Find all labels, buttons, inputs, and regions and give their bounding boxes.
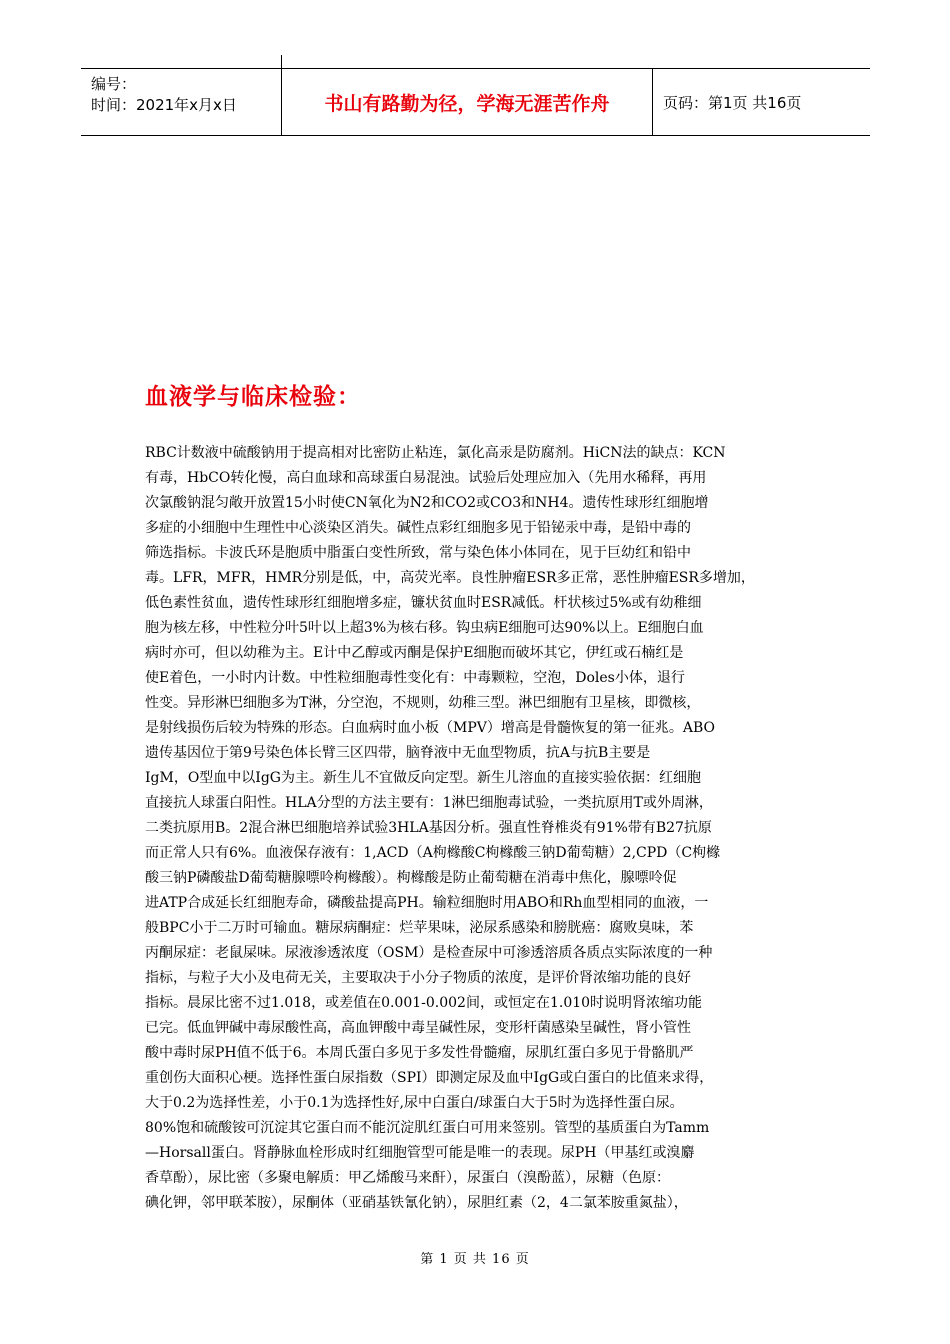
body-line: 碘化钾，邻甲联苯胺），尿酮体（亚硝基铁氰化钠），尿胆红素（2，4二氯苯胺重氮盐），: [145, 1195, 688, 1211]
header-meta: [81, 55, 282, 135]
body-line: 毒。LFR，MFR，HMR分别是低，中，高荧光率。良性肿瘤ESR多正常，恶性肿瘤ESR多增加，: [145, 570, 755, 586]
body-line: 重创伤大面积心梗。选择性蛋白尿指数（SPI）即测定尿及血中IgG或白蛋白的比值来求得，: [145, 1070, 714, 1086]
body-line: 低色素性贫血，遗传性球形红细胞增多症，镰状贫血时ESR减低。杆状核过5%或有幼稚细: [145, 595, 702, 611]
body-line: 二类抗原用B。2混合淋巴细胞培养试验3HLA基因分析。强直性脊椎炎有91%带有B27抗原: [145, 820, 712, 836]
body-line: 病时亦可，但以幼稚为主。E计中乙醇或丙酮是保护E细胞而破坏其它，伊红或石楠红是: [145, 645, 684, 661]
body-line: 胞为核左移，中性粒分叶5叶以上超3%为核右移。钩虫病E细胞可达90%以上。E细胞白血: [145, 620, 704, 636]
body-line: 使E着色，一小时内计数。中性粒细胞毒性变化有：中毒颗粒，空泡，Doles小体，退行: [145, 670, 685, 686]
body-line: 筛选指标。卡波氏环是胞质中脂蛋白变性所致，常与染色体小体同在，见于巨幼红和铅中: [145, 545, 691, 561]
body-line: 大于0.2为选择性差，小于0.1为选择性好,尿中白蛋白/球蛋白大于5时为选择性蛋白尿。: [145, 1095, 684, 1111]
body-line: 是射线损伤后较为特殊的形态。白血病时血小板（MPV）增高是骨髓恢复的第一征兆。ABO: [145, 720, 715, 736]
body-line: IgM，O型血中以IgG为主。新生儿不宜做反向定型。新生儿溶血的直接实验依据：红细胞: [145, 770, 701, 786]
body-line: 性变。异形淋巴细胞多为T淋，分空泡，不规则，幼稚三型。淋巴细胞有卫星核，即微核，: [145, 695, 701, 711]
body-line: —Horsall蛋白。肾静脉血栓形成时红细胞管型可能是唯一的表现。尿PH（甲基红或溴麝: [145, 1145, 695, 1161]
header-page-info: 页码：第1页 共16页: [663, 93, 802, 112]
body-text: [145, 441, 828, 1216]
header-motto: 书山有路勤为径，学海无涯苦作舟: [282, 69, 653, 135]
body-line: 香草酚），尿比密（多聚电解质：甲乙烯酸马来酐），尿蛋白（溴酚蓝），尿糖（色原：: [145, 1170, 670, 1186]
body-line: 次氯酸钠混匀敞开放置15小时使CN氧化为N2和CO2或CO3和NH4。遗传性球形红细胞增: [145, 495, 709, 511]
body-line: 多症的小细胞中生理性中心淡染区消失。碱性点彩红细胞多见于铅铋汞中毒，是铅中毒的: [145, 520, 691, 536]
document-number-label: 编号：: [91, 75, 137, 93]
body-line: RBC计数液中硫酸钠用于提高相对比密防止粘连，氯化高汞是防腐剂。HiCN法的缺点：KCN: [145, 445, 726, 461]
document-date: 时间：2021年x月x日: [91, 96, 237, 114]
body-line: 已完。低血钾碱中毒尿酸性高，高血钾酸中毒呈碱性尿，变形杆菌感染呈碱性，肾小管性: [145, 1020, 691, 1036]
section-title: 血液学与临床检验：: [145, 384, 361, 410]
body-line: 酸三钠P磷酸盐D葡萄糖腺嘌呤枸橼酸）。枸橼酸是防止葡萄糖在消毒中焦化，腺嘌呤促: [145, 870, 677, 886]
body-line: 丙酮尿症：老鼠屎味。尿液渗透浓度（OSM）是检查尿中可渗透溶质各质点实际浓度的一种: [145, 945, 713, 961]
body-line: 酸中毒时尿PH值不低于6。本周氏蛋白多见于多发性骨髓瘤，尿肌红蛋白多见于骨骼肌严: [145, 1045, 694, 1061]
page-footer: 第 1 页 共 16 页: [420, 1252, 530, 1267]
body-line: 有毒，HbCO转化慢，高白血球和高球蛋白易混浊。试验后处理应加入（先用水稀释，再用: [145, 470, 707, 486]
body-line: 指标。晨尿比密不过1.018，或差值在0.001-0.002间，或恒定在1.010时说明肾浓缩功能: [145, 995, 703, 1011]
body-line: 指标，与粒子大小及电荷无关，主要取决于小分子物质的浓度，是评价肾浓缩功能的良好: [145, 970, 691, 986]
body-line: 80%饱和硫酸铵可沉淀其它蛋白而不能沉淀肌红蛋白可用来签别。管型的基质蛋白为Tamm: [145, 1120, 710, 1136]
body-line: 进ATP合成延长红细胞寿命，磷酸盐提高PH。输粒细胞时用ABO和Rh血型相同的血液，一: [145, 895, 709, 911]
body-line: 而正常人只有6%。血液保存液有：1,ACD（A枸橼酸C枸橼酸三钠D葡萄糖）2,CPD（C枸橼: [145, 845, 721, 861]
body-line: 遗传基因位于第9号染色体长臂三区四带，脑脊液中无血型物质，抗A与抗B主要是: [145, 745, 651, 761]
body-line: 直接抗人球蛋白阳性。HLA分型的方法主要有：1淋巴细胞毒试验，一类抗原用T或外周淋，: [145, 795, 713, 811]
page-header: [81, 68, 870, 136]
body-line: 般BPC小于二万时可输血。糖尿病酮症：烂苹果味，泌尿系感染和膀胱癌：腐败臭味，苯: [145, 920, 694, 936]
